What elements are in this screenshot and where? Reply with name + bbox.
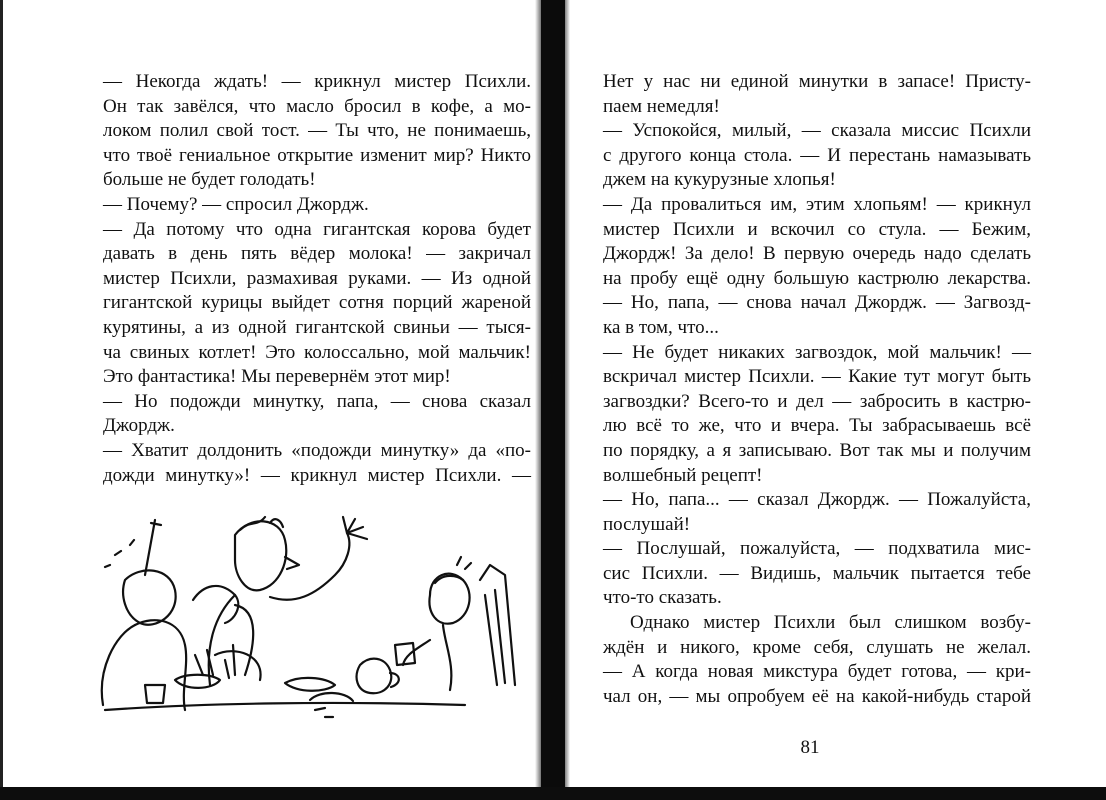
text-line: локом полил свой тост. — Ты что, не понимаешь, xyxy=(103,120,531,142)
right-page-text xyxy=(603,70,1031,709)
text-line: Джордж. xyxy=(103,415,175,437)
text-line: ча свиных котлет! Это колоссально, мой мальчик! xyxy=(103,341,531,363)
text-line: гигантской курицы выйдет сотня порций жареной xyxy=(103,292,531,314)
knife-icon xyxy=(145,520,161,575)
text-line: Нет у нас ни единой минутки в запасе! Присту- xyxy=(603,71,1031,92)
text-line: ждён и никого, кроме себя, слушать не желал. xyxy=(603,636,1031,658)
text-line: давать в день пять вёдер молока! — закричал xyxy=(103,243,531,265)
text-line: — Хватит долдонить «подожди минутку» да «по- xyxy=(103,439,531,461)
text-line: Это фантастика! Мы перевернём этот мир! xyxy=(103,366,451,388)
page-edge-shadow xyxy=(0,0,3,800)
text-line: мистер Психли и вскочил со стула. — Бежим, xyxy=(603,218,1031,240)
plate-icon xyxy=(175,675,220,688)
text-line: волшебный рецепт! xyxy=(603,464,763,486)
text-line: Джордж! За дело! В первую очередь надо сделать xyxy=(603,243,1031,265)
text-line: — А когда новая микстура будет готова, — кри- xyxy=(603,661,1031,683)
text-line: по порядку, а я записываю. Вот так мы и получим xyxy=(603,439,1031,461)
text-line: — Не будет никаких загвоздок, мой мальчик! — xyxy=(603,341,1031,363)
page-number: 81 xyxy=(800,737,820,758)
book-spine-gutter xyxy=(541,0,565,792)
text-line: сис Психли. — Видишь, мальчик пытается тебе xyxy=(603,562,1031,584)
text-line: — Но подожди минутку, папа, — снова сказал xyxy=(103,390,531,412)
text-line: — Да провалиться им, этим хлопьям! — крикнул xyxy=(603,193,1031,215)
text-line: с другого конца стола. — И перестань намазывать xyxy=(603,144,1031,166)
father-figure xyxy=(235,521,286,590)
text-line: — Да потому что одна гигантская корова будет xyxy=(103,218,531,240)
text-line: дожди минутку»! — крикнул мистер Психли. — xyxy=(103,464,531,486)
text-line: паем немедля! xyxy=(603,95,720,117)
text-line: на пробу ещё одну большую кастрюлю лекарства. xyxy=(603,267,1031,289)
text-line: чал он, — мы опробуем её на какой-нибудь старой xyxy=(603,685,1031,707)
text-line: мистер Психли, размахивая руками. — Из одной xyxy=(103,267,531,289)
text-line: — Некогда ждать! — крикнул мистер Психли. xyxy=(103,71,531,92)
text-line: послушай! xyxy=(603,513,691,535)
text-line: больше не будет голодать! xyxy=(103,169,316,191)
text-line: лю всё то же, что и вчера. Ты забрасываешь всё xyxy=(603,415,1031,437)
text-line: что-то сказать. xyxy=(603,587,722,609)
jug-icon xyxy=(357,659,392,694)
text-line: — Успокойся, милый, — сказала миссис Психли xyxy=(603,120,1031,142)
breakfast-table-illustration xyxy=(85,505,535,725)
text-line: Он так завёлся, что масло бросил в кофе, а мо- xyxy=(103,95,531,117)
text-line: вскричал мистер Психли. — Какие тут могут быть xyxy=(603,366,1031,388)
text-line: ка в том, что... xyxy=(603,316,719,338)
text-line: загвоздки? Всего-то и дел — забросить в кастрю- xyxy=(603,390,1031,412)
text-line: джем на кукурузные хлопья! xyxy=(603,169,836,191)
text-line: — Но, папа... — сказал Джордж. — Пожалуйста, xyxy=(603,489,1031,511)
mother-figure xyxy=(102,625,135,705)
left-page-text xyxy=(103,70,531,488)
text-line: курятины, а из одной гигантской свиньи — тыся- xyxy=(103,316,531,338)
text-line: — Послушай, пожалуйста, — подхватила мис- xyxy=(603,538,1031,560)
scan-bottom-edge xyxy=(0,787,1106,800)
text-line: — Но, папа, — снова начал Джордж. — Загвозд- xyxy=(603,292,1031,314)
text-line: — Почему? — спросил Джордж. xyxy=(103,193,369,215)
text-line: Однако мистер Психли был слишком возбу- xyxy=(630,612,1031,634)
text-line: что твоё гениальное открытие изменит мир? Никто xyxy=(103,144,531,166)
